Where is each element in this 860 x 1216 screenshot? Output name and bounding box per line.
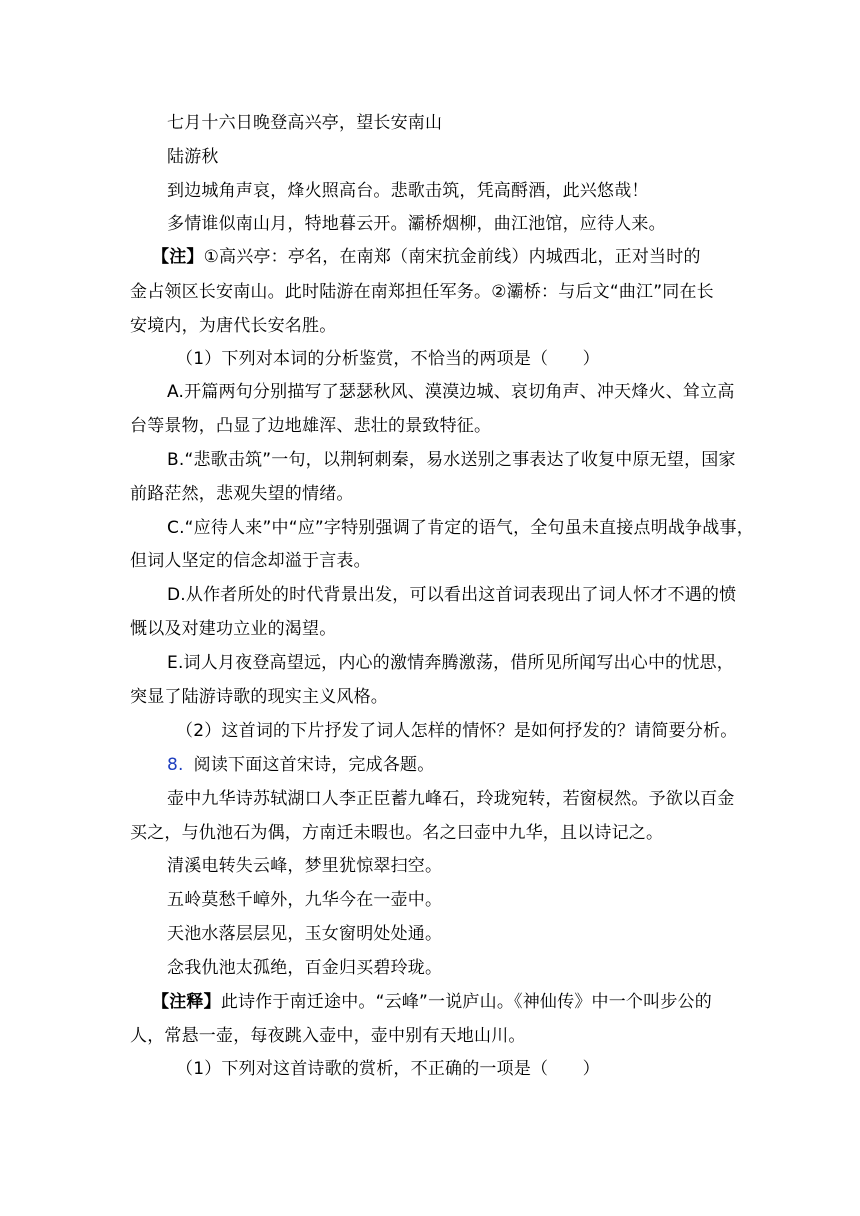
note1-line-3: 安境内，为唐代长安名胜。	[130, 316, 337, 336]
poem2-line-4: 念我仇池太孤绝，百金归买碧玲珑。	[167, 958, 443, 978]
note1-text-1: ①高兴亭：亭名，在南郑（南宋抗金前线）内城西北，正对当时的	[203, 247, 701, 267]
question-8	[167, 754, 730, 776]
poem2-intro-line-2: 买之，与仇池石为偶，方南迁未暇也。名之曰壶中九华，且以诗记之。	[130, 823, 664, 843]
note1-line-1	[152, 246, 730, 268]
option-e-line-2: 突显了陆游诗歌的现实主义风格。	[130, 687, 388, 707]
note2-line-2: 人，常悬一壶，每夜跳入壶中，壶中别有天地山川。	[130, 1026, 526, 1046]
option-a-line-1: A.开篇两句分别描写了瑟瑟秋风、漠漠边城、哀切角声、冲天烽火、耸立高	[167, 382, 735, 402]
option-d-line-2: 慨以及对建功立业的渴望。	[130, 619, 337, 639]
poem2-line-2: 五岭莫愁千嶂外，九华今在一壶中。	[167, 890, 443, 910]
poem1-line-1: 到边城角声哀，烽火照高台。悲歌击筑，凭高酹酒，此兴悠哉！	[167, 181, 649, 201]
note1-line-2: 金占领区长安南山。此时陆游在南郑担任军务。②灞桥：与后文“曲江”同在长	[130, 282, 714, 302]
poem1-author: 陆游秋	[167, 147, 219, 167]
poem1-line-2: 多情谁似南山月，特地暮云开。灞桥烟柳，曲江池馆，应待人来。	[167, 214, 666, 234]
option-e-line-1: E.词人月夜登高望远，内心的激情奔腾激荡，借所见所闻写出心中的忧思，	[167, 653, 734, 673]
option-a-line-2: 台等景物，凸显了边地雄浑、悲壮的景致特征。	[130, 416, 492, 436]
option-b-line-1: B.“悲歌击筑”一句，以荆轲刺秦，易水送别之事表达了收复中原无望，国家	[167, 450, 736, 470]
option-d-line-1: D.从作者所处的时代背景出发，可以看出这首词表现出了词人怀才不遇的愤	[167, 585, 737, 605]
question-8-number: 8.	[167, 755, 184, 775]
poem2-line-1: 清溪电转失云峰，梦里犹惊翠扫空。	[167, 856, 443, 876]
note2-tag: 【注释】	[152, 992, 221, 1012]
poem2-line-3: 天池水落层层见，玉女窗明处处通。	[167, 924, 443, 944]
question-8-text: 阅读下面这首宋诗，完成各题。	[193, 755, 435, 775]
option-b-line-2: 前路茫然，悲观失望的情绪。	[130, 484, 354, 504]
note2-line-1	[152, 991, 730, 1013]
question-1: （1）下列对本词的分析鉴赏，不恰当的两项是（ ）	[176, 349, 600, 369]
question-2: （2）这首词的下片抒发了词人怎样的情怀？是如何抒发的？请简要分析。	[176, 721, 738, 741]
poem2-intro-line-1: 壶中九华诗苏轼湖口人李正臣蓄九峰石，玲珑宛转，若窗棂然。予欲以百金	[167, 789, 735, 809]
option-c-line-1: C.“应待人来”中“应”字特别强调了肯定的语气，全句虽未直接点明战争战事，	[167, 518, 754, 538]
note2-text-1: 此诗作于南迁途中。“云峰”一说庐山。《神仙传》中一个叫步公的	[220, 992, 712, 1012]
poem1-title: 七月十六日晚登高兴亭，望长安南山	[167, 113, 443, 133]
question-3: （1）下列对这首诗歌的赏析，不正确的一项是（ ）	[176, 1059, 600, 1079]
note1-tag: 【注】	[152, 247, 204, 267]
option-c-line-2: 但词人坚定的信念却溢于言表。	[130, 551, 371, 571]
